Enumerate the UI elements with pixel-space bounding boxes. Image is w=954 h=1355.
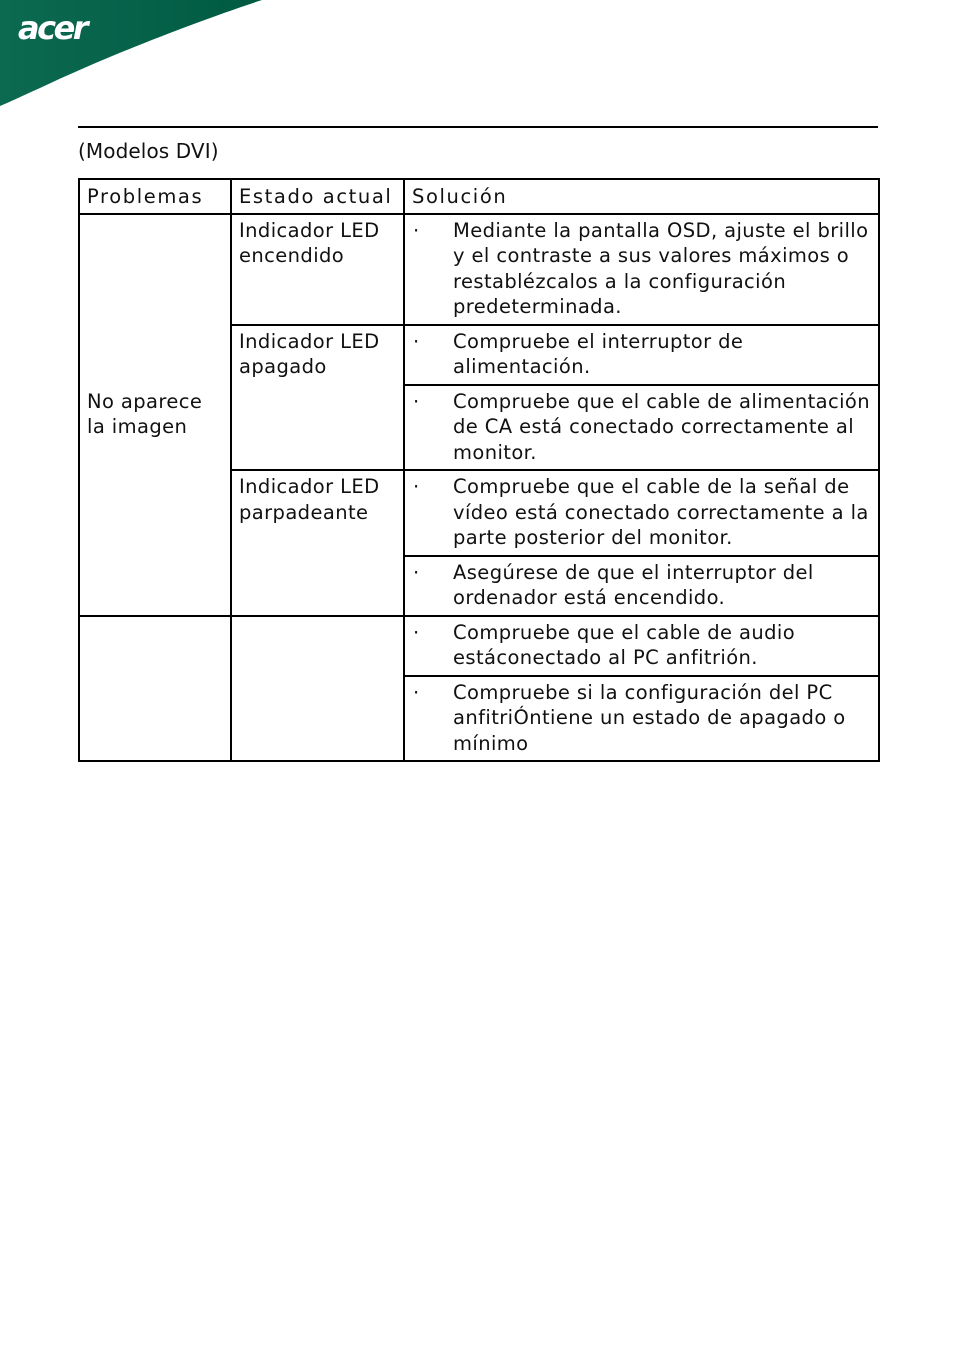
- state-cell: Indicador LED parpadeante: [231, 470, 404, 616]
- bullet-dot: ·: [413, 620, 420, 644]
- bullet-dot: ·: [413, 218, 420, 242]
- solution-text: Compruebe que el cable de la señal de vídeo está conectado correctamente a la parte posterior del monitor.: [453, 475, 869, 549]
- solution-text: Mediante la pantalla OSD, ajuste el brillo y el contraste a sus valores máximos o restablézcalos a la configuración predeterminada.: [453, 218, 869, 318]
- state-cell: [231, 616, 404, 762]
- state-cell: Indicador LED encendido: [231, 214, 404, 325]
- solution-text: Compruebe que el cable de audio estáconectado al PC anfitrión.: [453, 620, 796, 669]
- solution-cell: [404, 616, 879, 676]
- solution-item: [412, 620, 872, 671]
- table-row: [79, 214, 879, 325]
- solution-cell: [404, 385, 879, 471]
- solution-item: [412, 560, 872, 611]
- bullet-dot: ·: [413, 329, 420, 353]
- solution-text: Compruebe el interruptor de alimentación.: [453, 329, 744, 378]
- solution-cell: [404, 556, 879, 616]
- acer-logo-banner: [0, 0, 270, 110]
- solution-text: Compruebe si la configuración del PC anfitriÓntiene un estado de apagado o mínimo: [453, 680, 846, 755]
- solution-item: [412, 218, 872, 320]
- solution-cell: [404, 470, 879, 556]
- acer-logo-text: acer: [18, 9, 87, 47]
- solution-cell: [404, 214, 879, 325]
- header-solution: Solución: [404, 179, 879, 214]
- table-row: [79, 616, 879, 676]
- bullet-dot: ·: [413, 475, 420, 498]
- state-cell: Indicador LED apagado: [231, 325, 404, 471]
- header-problems: Problemas: [79, 179, 231, 214]
- bullet-dot: ·: [413, 680, 420, 704]
- solution-text: Compruebe que el cable de alimentación de CA está conectado correctamente al monitor.: [453, 389, 871, 464]
- solution-text: Asegúrese de que el interruptor del ordenador está encendido.: [453, 560, 814, 609]
- solution-cell: [404, 325, 879, 385]
- solution-item: [412, 474, 872, 551]
- header-current-state: Estado actual: [231, 179, 404, 214]
- header-divider: [78, 126, 878, 128]
- bullet-dot: ·: [413, 389, 420, 413]
- solution-item: [412, 329, 872, 380]
- section-title: (Modelos DVI): [78, 139, 219, 163]
- problem-cell: [79, 616, 231, 762]
- solution-item: [412, 680, 872, 757]
- solution-cell: [404, 676, 879, 762]
- table-header-row: [79, 179, 879, 214]
- solution-item: [412, 389, 872, 466]
- bullet-dot: ·: [413, 560, 420, 584]
- troubleshooting-table: [78, 178, 880, 762]
- problem-cell: No aparece la imagen: [79, 214, 231, 616]
